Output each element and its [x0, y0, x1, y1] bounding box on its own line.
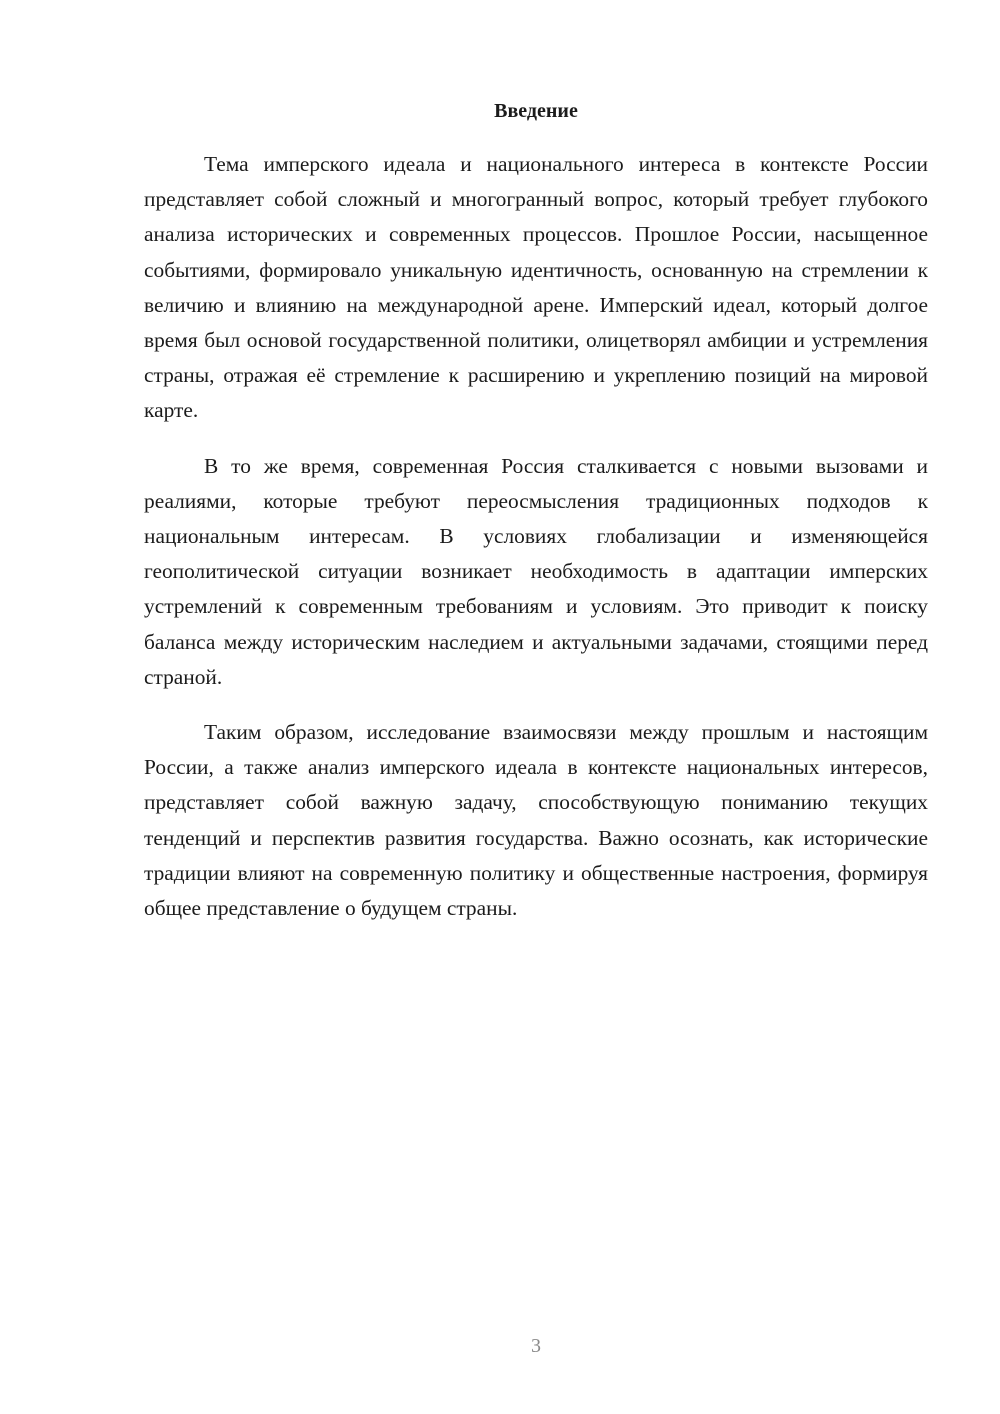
- page-number: 3: [531, 1335, 541, 1357]
- paragraph-3: Таким образом, исследование взаимосвязи между прошлым и настоящим России, а также анализ имперского идеала в контексте национальных интересов, представляет собой важную задачу, способствующую пониманию текущих тенденций и перспектив развития государства. Важно осознать, как исторические традиции влияют на современную политику и общественные настроения, формируя общее представление о будущем страны.: [144, 720, 928, 921]
- paragraph-2: В то же время, современная Россия сталкивается с новыми вызовами и реалиями, которые требуют переосмысления традиционных подходов к национальным интересам. В условиях глобализации и изменяющейся геополитической ситуации возникает необходимость в адаптации имперских устремлений к современным требованиям и условиям. Это приводит к поиску баланса между историческим наследием и актуальными задачами, стоящими перед страной.: [144, 453, 928, 689]
- page-content: [144, 97, 928, 946]
- paragraph-1: Тема имперского идеала и национального интереса в контексте России представляет собой сложный и многогранный вопрос, который требует глубокого анализа исторических и современных процессов. Прошлое России, насыщенное событиями, формировало уникальную идентичность, основанную на стремлении к величию и влиянию на международной арене. Имперский идеал, который долгое время был основой государственной политики, олицетворял амбиции и устремления страны, отражая её стремление к расширению и укреплению позиций на мировой карте.: [144, 152, 928, 423]
- section-heading: Введение: [494, 100, 578, 122]
